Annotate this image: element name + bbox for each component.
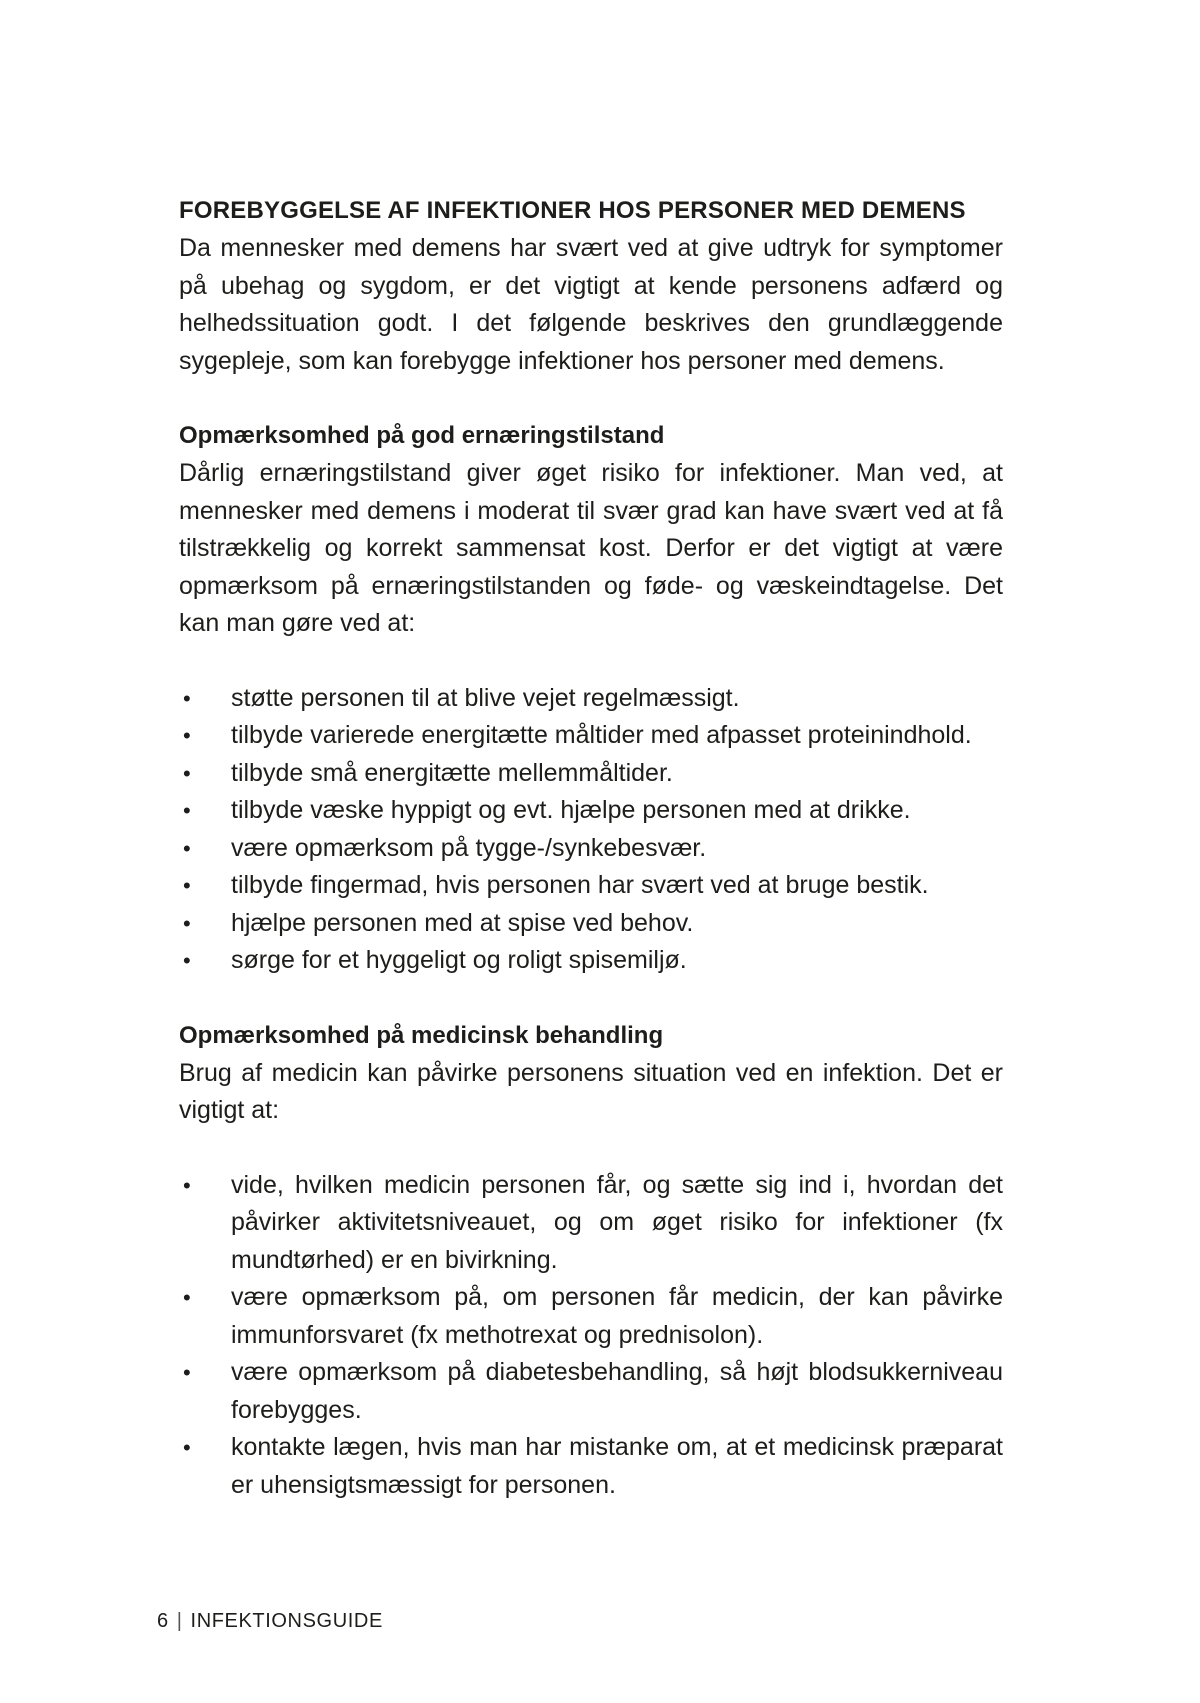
nutrition-bullet-list — [179, 680, 1003, 980]
bullet-icon: • — [183, 873, 191, 898]
bullet-icon: • — [183, 798, 191, 823]
publication-title: INFEKTIONSGUIDE — [190, 1610, 383, 1632]
medication-bullet-list — [179, 1167, 1003, 1505]
list-item: • tilbyde væske hyppigt og evt. hjælpe personen med at drikke. — [179, 792, 1003, 830]
list-item: • tilbyde små energitætte mellemmåltider. — [179, 755, 1003, 793]
section-heading-prevention: FOREBYGGELSE AF INFEKTIONER HOS PERSONER MED DEMENS — [179, 197, 966, 224]
list-item: • være opmærksom på diabetesbehandling, så højt blodsukkerniveau forebygges. — [179, 1354, 1003, 1429]
bullet-icon: • — [183, 1285, 191, 1310]
intro-paragraph: Da mennesker med demens har svært ved at give udtryk for symptomer på ubehag og sygdom, er det vigtigt at kende personens adfærd og helhedssituation godt. I det følgende beskrives den grundlæggende sygepleje, som kan forebygge infektioner hos personer med demens. — [179, 234, 1003, 375]
section-heading-medication: Opmærksomhed på medicinsk behandling — [179, 1021, 664, 1049]
page-footer — [157, 1607, 383, 1635]
bullet-icon: • — [183, 1435, 191, 1460]
list-item: • hjælpe personen med at spise ved behov. — [179, 905, 1003, 943]
bullet-icon: • — [183, 910, 191, 936]
list-item: • være opmærksom på, om personen får medicin, der kan påvirke immunforsvaret (fx methotrexat og prednisolon). — [179, 1279, 1003, 1354]
list-item: • tilbyde fingermad, hvis personen har svært ved at bruge bestik. — [179, 867, 1003, 905]
bullet-icon: • — [183, 835, 191, 861]
nutrition-paragraph: Dårlig ernæringstilstand giver øget risiko for infektioner. Man ved, at mennesker med demens i moderat til svær grad kan have svært ved at få tilstrækkelig og korrekt sammensat kost. Derfor er det vigtigt at være opmærksom på ernæringstilstanden og føde- og væskeindtagelse. Det kan man gøre ved at: — [179, 459, 1003, 637]
bullet-icon: • — [183, 723, 191, 748]
list-item: • kontakte lægen, hvis man har mistanke om, at et medicinsk præparat er uhensigtsmæssigt for personen. — [179, 1429, 1003, 1504]
list-item: • støtte personen til at blive vejet regelmæssigt. — [179, 680, 1003, 718]
medication-paragraph: Brug af medicin kan påvirke personens situation ved en infektion. Det er vigtigt at: — [179, 1058, 1003, 1124]
bullet-icon: • — [183, 1360, 191, 1385]
list-item: • sørge for et hyggeligt og roligt spisemiljø. — [179, 942, 1003, 980]
footer-separator: | — [176, 1610, 183, 1632]
page-number: 6 — [157, 1610, 169, 1632]
bullet-icon: • — [183, 760, 191, 786]
section-heading-nutrition: Opmærksomhed på god ernæringstilstand — [179, 422, 665, 449]
list-item: • være opmærksom på tygge-/synkebesvær. — [179, 830, 1003, 868]
bullet-icon: • — [183, 948, 191, 973]
page-content — [179, 192, 1003, 1504]
bullet-icon: • — [183, 1172, 191, 1198]
list-item: • tilbyde varierede energitætte måltider med afpasset proteinindhold. — [179, 717, 1003, 755]
bullet-icon: • — [183, 685, 191, 711]
list-item: • vide, hvilken medicin personen får, og sætte sig ind i, hvordan det påvirker aktivitetsniveauet, og om øget risiko for infektioner (fx mundtørhed) er en bivirkning. — [179, 1167, 1003, 1280]
